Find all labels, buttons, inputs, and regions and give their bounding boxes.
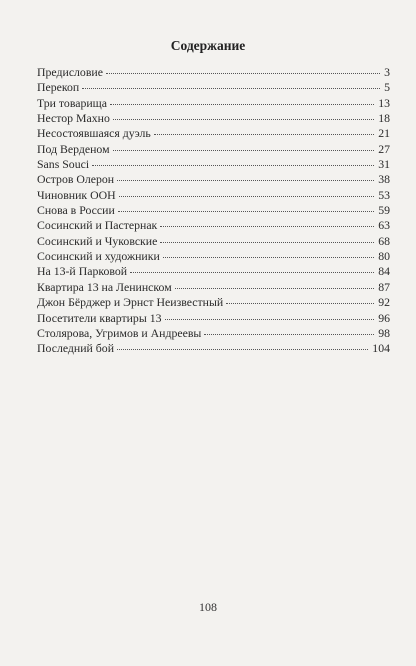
toc-entry-title: Снова в России: [37, 203, 115, 218]
toc-entry: [37, 234, 390, 249]
toc-entry: [37, 218, 390, 233]
toc-entry-title: Несостоявшаяся дуэль: [37, 126, 151, 141]
toc-entry: [37, 157, 390, 172]
toc-entry-page: 38: [378, 172, 390, 187]
toc-entry-page: 31: [378, 157, 390, 172]
toc-entry: [37, 249, 390, 264]
toc-entry: [37, 96, 390, 111]
toc-entry: [37, 188, 390, 203]
dot-leader: [113, 118, 374, 120]
dot-leader: [165, 318, 375, 320]
toc-entry-title: Посетители квартиры 13: [37, 310, 162, 325]
dot-leader: [130, 271, 374, 273]
toc-entry: [37, 264, 390, 279]
dot-leader: [82, 87, 380, 89]
toc-entry-page: 68: [378, 233, 390, 248]
toc-entry-title: Джон Бёрджер и Эрнст Неизвестный: [37, 295, 224, 310]
dot-leader: [204, 333, 374, 335]
toc-entry: [37, 341, 390, 356]
toc-entry-page: 92: [378, 295, 390, 310]
dot-leader: [110, 103, 374, 105]
toc-entry-page: 27: [378, 141, 390, 156]
toc-entry: [37, 280, 390, 295]
toc-entry-title: Сосинский и художники: [37, 249, 160, 264]
toc-entry: [37, 326, 390, 341]
dot-leader: [163, 256, 374, 258]
toc-entry-title: Предисловие: [37, 65, 103, 79]
toc-entry-page: 13: [378, 95, 390, 110]
toc-entry-title: Сосинский и Чуковские: [37, 233, 158, 248]
dot-leader: [117, 348, 368, 350]
toc-entry-title: На 13-й Парковой: [37, 264, 128, 279]
toc-entry-page: 96: [378, 310, 390, 325]
toc-entry-title: Перекоп: [37, 80, 80, 95]
toc-entry-page: 87: [378, 279, 390, 294]
toc-entry: [37, 65, 390, 80]
toc-entry-page: 80: [378, 249, 390, 264]
toc-entry-page: 3: [384, 65, 390, 79]
toc-entry-title: Столярова, Угримов и Андреевы: [37, 325, 202, 340]
toc-entry: [37, 172, 390, 187]
toc-entry-page: 98: [378, 325, 390, 340]
toc-entry-page: 84: [378, 264, 390, 279]
dot-leader: [113, 149, 375, 151]
toc-entry: [37, 111, 390, 126]
dot-leader: [154, 133, 374, 135]
toc-entry-title: Sans Souci: [37, 157, 90, 172]
toc-entry-page: 104: [372, 341, 390, 356]
toc-entry-title: Последний бой: [37, 341, 115, 356]
toc-entry: [37, 142, 390, 157]
page-number: 108: [199, 600, 217, 614]
toc-entry-title: Под Верденом: [37, 141, 110, 156]
toc-entry-page: 59: [378, 203, 390, 218]
dot-leader: [160, 241, 374, 243]
toc-entry-page: 21: [378, 126, 390, 141]
dot-leader: [117, 179, 374, 181]
toc-entry-title: Три товарища: [37, 95, 107, 110]
toc-entry-title: Остров Олерон: [37, 172, 115, 187]
toc-entry-title: Квартира 13 на Ленинском: [37, 279, 172, 294]
toc-entry: [37, 311, 390, 326]
toc-heading: Содержание: [170, 38, 246, 53]
toc-entry-title: Сосинский и Пастернак: [37, 218, 158, 233]
toc-entry-page: 18: [378, 111, 390, 126]
toc-entry: [37, 80, 390, 95]
dot-leader: [118, 210, 374, 212]
toc-entry: [37, 295, 390, 310]
toc-entry-page: 63: [378, 218, 390, 233]
toc-entry-page: 53: [378, 187, 390, 202]
toc-entry-title: Чиновник ООН: [37, 187, 116, 202]
dot-leader: [92, 164, 374, 166]
dot-leader: [119, 195, 375, 197]
toc-entry-page: 5: [384, 80, 390, 95]
dot-leader: [160, 225, 374, 227]
toc-entry: [37, 126, 390, 141]
toc-list: [37, 65, 390, 357]
toc-entry: [37, 203, 390, 218]
dot-leader: [175, 287, 375, 289]
dot-leader: [106, 72, 380, 74]
dot-leader: [226, 302, 374, 304]
toc-entry-title: Нестор Махно: [37, 111, 110, 126]
